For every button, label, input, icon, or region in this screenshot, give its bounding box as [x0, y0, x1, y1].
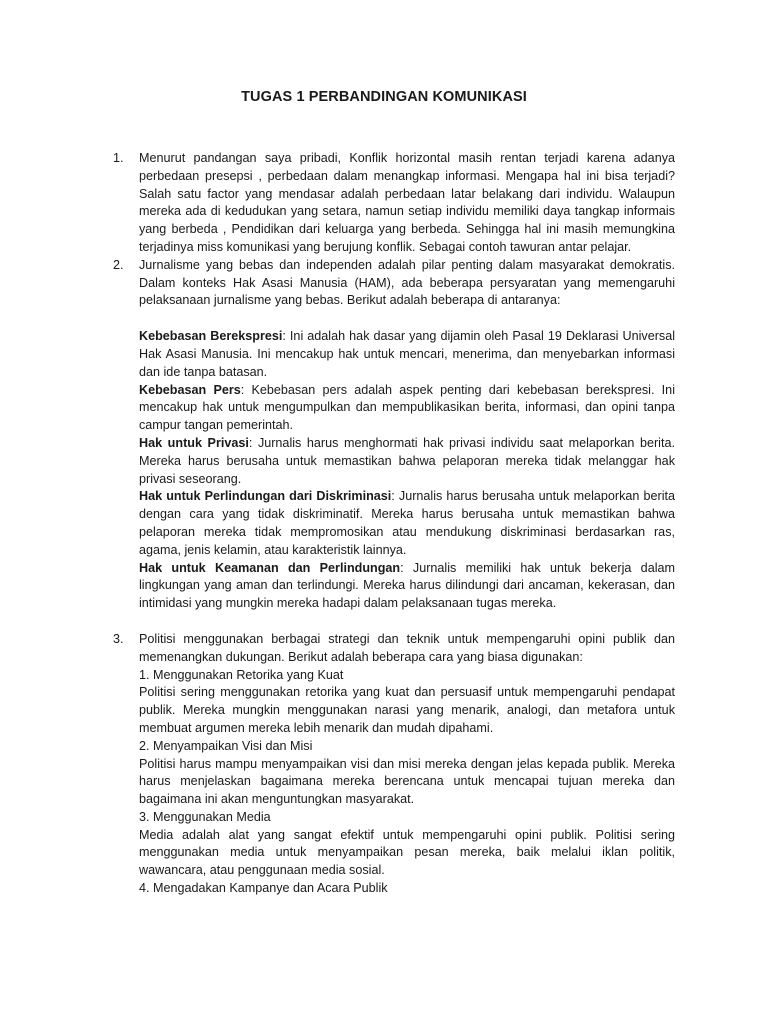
point-term: Hak untuk Keamanan dan Perlindungan — [139, 560, 401, 575]
point-term: Hak untuk Privasi — [139, 435, 249, 450]
item-number: 1. — [113, 151, 124, 165]
point-term: Hak untuk Perlindungan dari Diskriminasi — [139, 489, 392, 504]
point-text: : Jurnalis memiliki hak untuk bekerja dalam lingkungan yang aman dan terlindungi. Mereka harus dilindungi dari ancaman, kekerasan, dan intimidasi yang mungkin mereka hadapi dalam pelaksanaan tugas mereka. — [139, 560, 675, 611]
point-paragraph — [139, 435, 675, 488]
subitem-text: Media adalah alat yang sangat efektif untuk mempengaruhi opini publik. Politisi sering menggunakan media untuk menyampaikan pesan mereka, baik melalui iklan politik, wawancara, atau penggunaan media sosial. — [139, 827, 675, 878]
point-term: Kebebasan Pers — [139, 382, 241, 397]
point-paragraph — [139, 488, 675, 559]
subitem-heading: 2. Menyampaikan Visi dan Misi — [139, 738, 313, 753]
paragraph-gap — [139, 613, 675, 631]
answer-item-1 — [105, 150, 675, 257]
item-number: 3. — [113, 631, 124, 646]
subitem-text: Politisi sering menggunakan retorika yang kuat dan persuasif untuk mempengaruhi pendapat publik. Mereka mungkin menggunakan narasi yang menarik, analogi, dan metafora untuk membuat argumen mereka lebih menarik dan mudah dipahami. — [139, 685, 675, 735]
answer-item-3 — [105, 631, 675, 898]
point-paragraph — [139, 382, 675, 435]
subitem-heading: 4. Mengadakan Kampanye dan Acara Publik — [139, 881, 388, 896]
point-text: : Kebebasan pers adalah aspek penting dari kebebasan berekspresi. Ini mencakup hak untuk mengumpulkan dan mempublikasikan berita, informasi, dan opini tanpa campur tangan pemerintah. — [139, 382, 675, 433]
subitem-text: Politisi harus mampu menyampaikan visi dan misi mereka dengan jelas kepada publik. Mereka harus menjelaskan bagaimana mereka berencana untuk mencapai tujuan mereka dan bagaimana ini akan menguntungkan masyarakat. — [139, 756, 675, 807]
answer-item-2 — [105, 257, 675, 631]
point-term: Kebebasan Berekspresi — [139, 329, 283, 344]
point-paragraph — [139, 560, 675, 613]
subitem-heading: 3. Menggunakan Media — [139, 809, 271, 824]
point-text: : Jurnalis harus menghormati hak privasi individu saat melaporkan berita. Mereka harus berusaha untuk memastikan bahwa pelaporan mereka tidak melanggar hak privasi seseorang. — [139, 435, 675, 486]
answer-list — [105, 150, 675, 898]
answer-intro: Politisi menggunakan berbagai strategi dan teknik untuk mempengaruhi opini publik dan memenangkan dukungan. Berikut adalah beberapa cara yang biasa digunakan: — [139, 631, 675, 664]
point-text: : Jurnalis harus berusaha untuk melaporkan berita dengan cara yang tidak diskriminatif. Mereka harus berusaha untuk memastikan bahwa pelaporan mereka tidak mempromosikan atau mendukung diskriminasi berdasarkan ras, agama, jenis kelamin, atau karakteristik lainnya. — [139, 489, 675, 557]
item-number: 2. — [113, 257, 124, 272]
subitem-heading: 1. Menggunakan Retorika yang Kuat — [139, 667, 344, 682]
answer-text: Menurut pandangan saya pribadi, Konflik horizontal masih rentan terjadi karena adanya perbedaan presepsi , perbedaan dalam menangkap informasi. Mengapa hal ini bisa terjadi? Salah satu factor yang mendasar adalah perbedaan latar belakang dari individu. Walaupun mereka ada di kedudukan yang setara, namun setiap individu memiliki daya tangkap informais yang berbeda , Pendidikan dari keluarga yang berbeda. Sehingga hal ini masih memungkina terjadinya miss komunikasi yang berujung konflik. Sebagai contoh tawuran antar pelajar. — [139, 151, 675, 254]
document-title: TUGAS 1 PERBANDINGAN KOMUNIKASI — [241, 89, 527, 105]
paragraph-gap — [139, 310, 675, 328]
point-paragraph — [139, 328, 675, 381]
answer-intro: Jurnalisme yang bebas dan independen adalah pilar penting dalam masyarakat demokratis. Dalam konteks Hak Asasi Manusia (HAM), ada beberapa persyaratan yang memengaruhi pelaksanaan jurnalisme yang bebas. Berikut adalah beberapa di antaranya: — [139, 257, 675, 308]
point-text: : Ini adalah hak dasar yang dijamin oleh Pasal 19 Deklarasi Universal Hak Asasi Manusia. Ini mencakup hak untuk mencari, menerima, dan menyebarkan informasi dan ide tanpa batasan. — [139, 329, 675, 379]
